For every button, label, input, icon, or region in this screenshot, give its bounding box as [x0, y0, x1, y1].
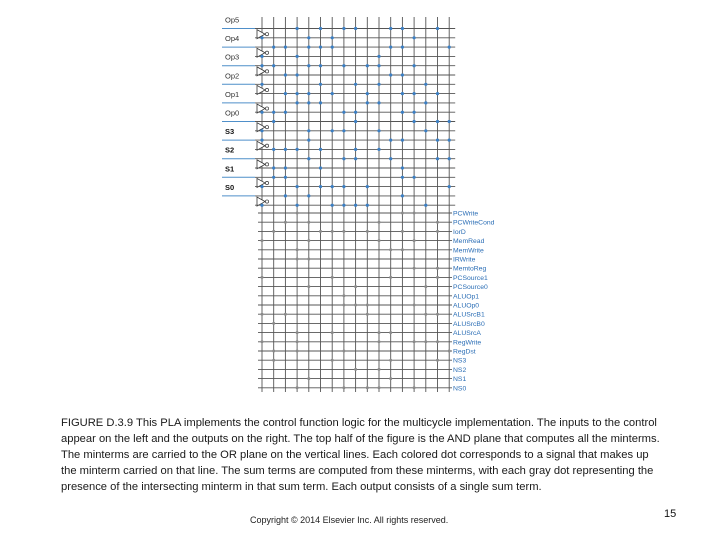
and-plane-dot — [389, 157, 392, 160]
and-plane-dot — [342, 204, 345, 207]
output-label: NS1 — [453, 376, 467, 384]
and-plane-dot — [436, 157, 439, 160]
output-label: NS0 — [453, 385, 467, 393]
or-plane-dot — [261, 276, 264, 279]
output-label: PCWrite — [453, 210, 479, 218]
output-label: NS3 — [453, 357, 467, 365]
inverter-bubble — [265, 70, 268, 73]
and-plane-dot — [389, 139, 392, 142]
and-plane-dot — [272, 176, 275, 179]
or-plane-dot — [413, 340, 416, 343]
or-plane-dot — [354, 285, 357, 288]
and-plane-dot — [331, 92, 334, 95]
input-label: Op2 — [225, 71, 240, 81]
output-label: IRWrite — [453, 256, 476, 264]
and-plane-dot — [342, 64, 345, 67]
page-number: 15 — [664, 508, 677, 520]
or-plane-dot — [378, 331, 381, 334]
or-plane-dot — [413, 267, 416, 270]
or-plane-dot — [378, 239, 381, 242]
and-plane-dot — [354, 120, 357, 123]
and-plane-dot — [331, 36, 334, 39]
and-plane-dot — [307, 64, 310, 67]
or-plane-dot — [424, 313, 427, 316]
input-label: Op0 — [225, 108, 240, 118]
and-plane-dot — [296, 204, 299, 207]
or-plane-dot — [389, 377, 392, 380]
or-plane-dot — [436, 221, 439, 224]
inverter-bubble — [265, 126, 268, 129]
or-plane-dot — [436, 267, 439, 270]
and-plane-dot — [401, 46, 404, 49]
inverter-gate — [257, 67, 265, 76]
and-plane-dot — [296, 148, 299, 151]
output-label: MemWrite — [453, 247, 484, 255]
and-plane-dot — [272, 166, 275, 169]
and-plane-dot — [377, 101, 380, 104]
output-label: ALUOp1 — [453, 293, 480, 301]
or-plane-dot — [378, 386, 381, 389]
or-plane-dot — [413, 304, 416, 307]
copyright-notice: Copyright © 2014 Elsevier Inc. All rights reserved. — [250, 515, 449, 525]
and-plane-dot — [354, 204, 357, 207]
or-plane-dot — [389, 276, 392, 279]
or-plane-dot — [448, 350, 451, 353]
or-plane-dot — [307, 377, 310, 380]
inverter-bubble — [265, 33, 268, 36]
and-plane-dot — [401, 139, 404, 142]
and-plane-dot — [260, 64, 263, 67]
and-plane-dot — [401, 73, 404, 76]
and-plane-dot — [448, 120, 451, 123]
output-label: RegWrite — [453, 339, 482, 347]
and-plane-dot — [436, 120, 439, 123]
and-plane-dot — [331, 185, 334, 188]
or-plane-dot — [307, 285, 310, 288]
and-plane-dot — [284, 194, 287, 197]
output-label: PCSource0 — [453, 284, 488, 292]
input-label: Op1 — [225, 89, 240, 99]
and-plane-dot — [413, 92, 416, 95]
or-plane-dot — [342, 386, 345, 389]
output-label: RegDst — [453, 348, 476, 356]
or-plane-dot — [296, 331, 299, 334]
or-plane-dot — [413, 386, 416, 389]
inverter-bubble — [265, 181, 268, 184]
and-plane-dot — [331, 129, 334, 132]
or-plane-dot — [401, 248, 404, 251]
output-label: PCWriteCond — [453, 219, 495, 227]
and-plane-dot — [413, 120, 416, 123]
and-plane-dot — [413, 36, 416, 39]
input-label: S3 — [225, 127, 235, 137]
and-plane-dot — [296, 55, 299, 58]
or-plane-dot — [342, 294, 345, 297]
or-plane-dot — [389, 331, 392, 334]
and-plane-dot — [284, 166, 287, 169]
or-plane-dot — [296, 350, 299, 353]
output-label: ALUSrcB1 — [453, 311, 485, 319]
and-plane-dot — [377, 64, 380, 67]
and-plane-dot — [296, 185, 299, 188]
inverter-bubble — [265, 88, 268, 91]
and-plane-dot — [284, 148, 287, 151]
or-plane-dot — [424, 340, 427, 343]
or-plane-dot — [307, 239, 310, 242]
and-plane-dot — [296, 101, 299, 104]
output-label: PCSource1 — [453, 274, 488, 282]
or-plane-dot — [307, 221, 310, 224]
output-label: NS2 — [453, 366, 467, 374]
input-label: Op5 — [225, 15, 240, 25]
or-plane-dot — [436, 276, 439, 279]
inverter-bubble — [265, 144, 268, 147]
or-plane-dot — [436, 230, 439, 233]
and-plane-dot — [307, 36, 310, 39]
and-plane-dot — [260, 185, 263, 188]
and-plane-dot — [260, 83, 263, 86]
input-label: Op3 — [225, 52, 240, 62]
and-plane-dot — [260, 55, 263, 58]
inverter-gate — [257, 85, 265, 94]
and-plane-dot — [319, 64, 322, 67]
and-plane-dot — [389, 46, 392, 49]
and-plane-dot — [424, 101, 427, 104]
and-plane-dot — [307, 194, 310, 197]
and-plane-dot — [366, 185, 369, 188]
or-plane-dot — [272, 322, 275, 325]
and-plane-dot — [354, 27, 357, 30]
and-plane-dot — [401, 92, 404, 95]
input-label: S2 — [225, 145, 235, 155]
and-plane-dot — [401, 111, 404, 114]
and-plane-dot — [366, 101, 369, 104]
or-plane-dot — [378, 368, 381, 371]
or-plane-dot — [307, 258, 310, 261]
or-plane-dot — [436, 340, 439, 343]
or-plane-dot — [261, 313, 264, 316]
or-plane-dot — [424, 285, 427, 288]
and-plane-dot — [307, 46, 310, 49]
and-plane-dot — [272, 46, 275, 49]
and-plane-dot — [319, 185, 322, 188]
or-plane-dot — [296, 340, 299, 343]
or-plane-dot — [366, 386, 369, 389]
and-plane-dot — [260, 36, 263, 39]
input-label: Op4 — [225, 34, 240, 44]
output-label: ALUOp0 — [453, 302, 480, 310]
and-plane-dot — [260, 204, 263, 207]
and-plane-dot — [319, 148, 322, 151]
and-plane-dot — [401, 194, 404, 197]
and-plane-dot — [377, 55, 380, 58]
figure-caption: FIGURE D.3.9 This PLA implements the control function logic for the multicycle implementation. The inputs to the control appear on the left and the outputs on the right. The top half of the figure is the AND plane that computes all the minterms. The minterms are carried to the OR plane on the vertical lines. Each colored dot corresponds to a signal that makes up the minterm carried on that line. The sum terms are computed from these minterms, with each gray dot representing the presence of the intersecting minterm in that sum term. Each output consists of a single sum term. — [61, 417, 660, 493]
and-plane-dot — [319, 166, 322, 169]
and-plane-dot — [272, 111, 275, 114]
and-plane-dot — [354, 83, 357, 86]
and-plane-dot — [272, 120, 275, 123]
and-plane-dot — [296, 92, 299, 95]
and-plane-dot — [260, 111, 263, 114]
and-plane-dot — [342, 111, 345, 114]
and-plane-dot — [413, 64, 416, 67]
and-plane-dot — [272, 64, 275, 67]
or-plane-dot — [272, 230, 275, 233]
and-plane-dot — [284, 111, 287, 114]
output-label: MemtoReg — [453, 265, 487, 273]
and-plane-dot — [284, 92, 287, 95]
and-plane-dot — [436, 92, 439, 95]
and-plane-dot — [436, 27, 439, 30]
and-plane-dot — [307, 92, 310, 95]
and-plane-dot — [319, 83, 322, 86]
and-plane-dot — [260, 139, 263, 142]
inverter-bubble — [265, 163, 268, 166]
and-plane-dot — [272, 148, 275, 151]
and-plane-dot — [284, 73, 287, 76]
or-plane-dot — [366, 230, 369, 233]
inverter-gate — [257, 141, 265, 150]
or-plane-dot — [284, 221, 287, 224]
and-plane-dot — [284, 46, 287, 49]
output-label: ALUSrcB0 — [453, 320, 485, 328]
input-label: S1 — [225, 164, 235, 174]
output-label: MemRead — [453, 238, 485, 246]
and-plane-dot — [366, 64, 369, 67]
or-plane-dot — [261, 239, 264, 242]
or-plane-dot — [331, 331, 334, 334]
and-plane-dot — [296, 27, 299, 30]
or-plane-dot — [296, 248, 299, 251]
and-plane-dot — [448, 46, 451, 49]
and-plane-dot — [424, 129, 427, 132]
and-plane-dot — [377, 83, 380, 86]
and-plane-dot — [307, 129, 310, 132]
and-plane-dot — [307, 157, 310, 160]
and-plane-dot — [284, 176, 287, 179]
and-plane-dot — [448, 139, 451, 142]
or-plane-dot — [261, 340, 264, 343]
or-plane-dot — [296, 386, 299, 389]
or-plane-dot — [401, 212, 404, 215]
and-plane-dot — [389, 73, 392, 76]
or-plane-dot — [366, 313, 369, 316]
or-plane-dot — [331, 359, 334, 362]
or-plane-dot — [413, 212, 416, 215]
and-plane-dot — [342, 27, 345, 30]
or-plane-dot — [331, 276, 334, 279]
or-plane-dot — [413, 239, 416, 242]
or-plane-dot — [354, 368, 357, 371]
and-plane-dot — [424, 83, 427, 86]
inverter-gate — [257, 160, 265, 169]
or-plane-dot — [436, 359, 439, 362]
and-plane-dot — [331, 204, 334, 207]
and-plane-dot — [342, 129, 345, 132]
and-plane-dot — [401, 176, 404, 179]
or-plane-dot — [389, 248, 392, 251]
and-plane-dot — [413, 176, 416, 179]
and-plane-dot — [319, 101, 322, 104]
or-plane-dot — [342, 350, 345, 353]
and-plane-dot — [424, 204, 427, 207]
and-plane-dot — [448, 157, 451, 160]
or-plane-dot — [272, 350, 275, 353]
and-plane-dot — [401, 27, 404, 30]
and-plane-dot — [389, 27, 392, 30]
or-plane-dot — [272, 359, 275, 362]
or-plane-dot — [378, 340, 381, 343]
or-plane-dot — [319, 230, 322, 233]
or-plane-dot — [401, 230, 404, 233]
and-plane-dot — [354, 157, 357, 160]
or-plane-dot — [436, 313, 439, 316]
output-label: IorD — [453, 228, 466, 236]
input-label: S0 — [225, 182, 235, 192]
and-plane-dot — [448, 185, 451, 188]
inverter-bubble — [265, 51, 268, 54]
output-label: ALUSrcA — [453, 330, 481, 338]
inverter-bubble — [265, 200, 268, 203]
or-plane-dot — [378, 221, 381, 224]
and-plane-dot — [354, 111, 357, 114]
or-plane-dot — [342, 304, 345, 307]
or-plane-dot — [331, 230, 334, 233]
or-plane-dot — [342, 230, 345, 233]
and-plane-dot — [319, 46, 322, 49]
or-plane-dot — [296, 212, 299, 215]
or-plane-dot — [296, 258, 299, 261]
and-plane-dot — [342, 157, 345, 160]
or-plane-dot — [389, 359, 392, 362]
and-plane-dot — [260, 129, 263, 132]
and-plane-dot — [307, 139, 310, 142]
and-plane-dot — [413, 111, 416, 114]
and-plane-dot — [377, 148, 380, 151]
or-plane-dot — [284, 313, 287, 316]
and-plane-dot — [366, 92, 369, 95]
or-plane-dot — [354, 304, 357, 307]
and-plane-dot — [296, 73, 299, 76]
and-plane-dot — [436, 139, 439, 142]
and-plane-dot — [319, 27, 322, 30]
and-plane-dot — [377, 129, 380, 132]
inverter-bubble — [265, 107, 268, 110]
or-plane-dot — [366, 304, 369, 307]
and-plane-dot — [342, 185, 345, 188]
and-plane-dot — [331, 46, 334, 49]
and-plane-dot — [307, 101, 310, 104]
and-plane-dot — [366, 204, 369, 207]
and-plane-dot — [354, 148, 357, 151]
and-plane-dot — [401, 166, 404, 169]
